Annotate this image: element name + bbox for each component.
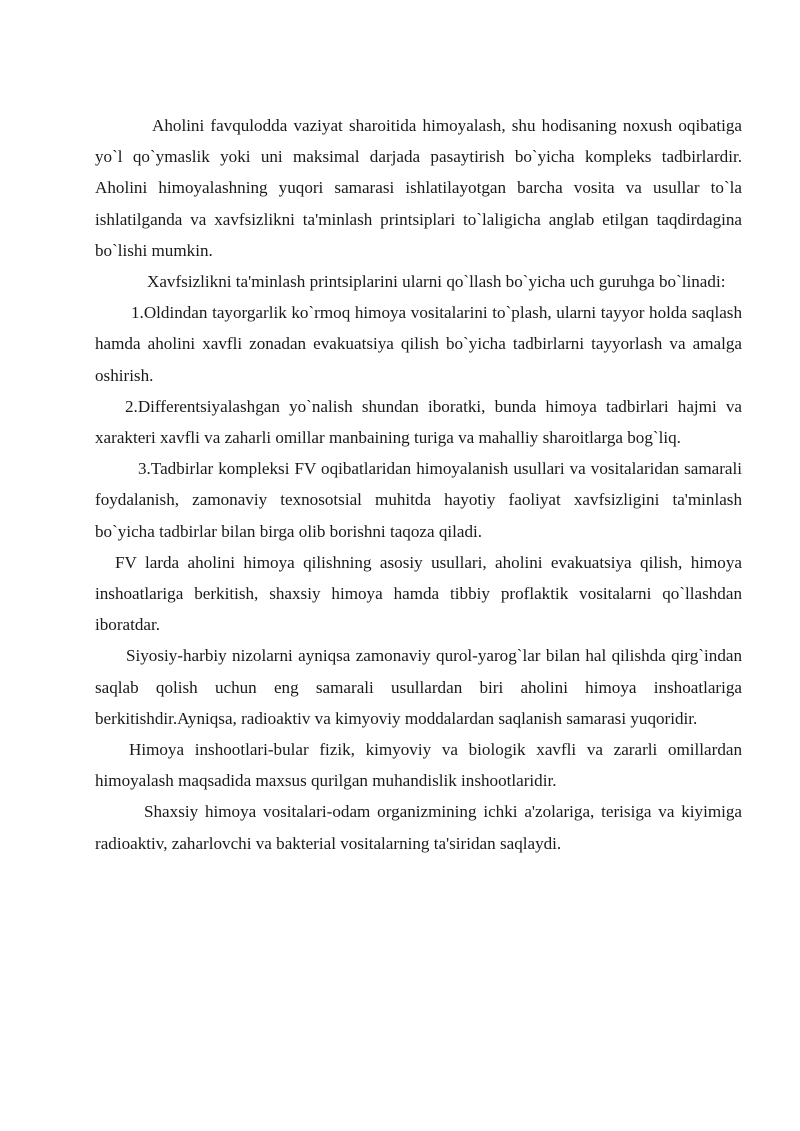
paragraph-personal-protection: Shaxsiy himoya vositalari-odam organizmining ichki a'zolariga, terisiga va kiyimiga radioaktiv, zaharlovchi va bakterial vositalarning ta'siridan saqlaydi. <box>95 802 742 853</box>
paragraph-shelters-effectiveness: Siyosiy-harbiy nizolarni ayniqsa zamonaviy qurol-yarog`lar bilan hal qilishda qirg`indan saqlab qolish uchun eng samarali usullardan biri aholini himoya inshoatlariga berkitishdir.Ayniqsa, radioaktiv va kimyoviy moddalardan saqlanish samarasi yuqoridir. <box>95 646 742 728</box>
document-body <box>95 110 742 859</box>
paragraph-principle-3: 3.Tadbirlar kompleksi FV oqibatlaridan himoyalanish usullari va vositalaridan samarali foydalanish, zamonaviy texnosotsial muhitda hayotiy faoliyat xavfsizligini ta'minlash bo`yicha tadbirlar bilan birga olib borishni taqoza qiladi. <box>95 459 742 541</box>
paragraph-civil-protection-definition: Aholini favqulodda vaziyat sharoitida himoyalash, shu hodisaning noxush oqibatiga yo`l qo`ymaslik yoki uni maksimal darjada pasaytirish bo`yicha kompleks tadbirlardir. Aholini himoyalashning yuqori samarasi ishlatilayotgan barcha vosita va usullar to`la ishlatilganda va xavfsizlikni ta'minlash printsiplari to`laligicha anglab etilgan taqdirdagina bo`lishi mumkin. <box>95 116 742 260</box>
paragraph-principle-2: 2.Differentsiyalashgan yo`nalish shundan iboratki, bunda himoya tadbirlari hajmi va xarakteri xavfli va zaharli omillar manbaining turiga va mahalliy sharoitlarga bog`liq. <box>95 396 742 448</box>
paragraph-protection-methods: FV larda aholini himoya qilishning asosiy usullari, aholini evakuatsiya qilish, himoya inshoatlariga berkitish, shaxsiy himoya hamda tibbiy proflaktik vositalarni qo`llashdan iboratdar. <box>95 552 742 635</box>
paragraph-protective-structures: Himoya inshootlari-bular fizik, kimyoviy va biologik xavfli va zararli omillardan himoyalash maqsadida maxsus qurilgan muhandislik inshootlaridir. <box>95 740 742 791</box>
paragraph-safety-principles-groups: Xavfsizlikni ta'minlash printsiplarini ularni qo`llash bo`yicha uch guruhga bo`linadi: <box>147 272 726 292</box>
paragraph-principle-1: 1.Oldindan tayorgarlik ko`rmoq himoya vositalarini to`plash, ularni tayyor holda saqlash hamda aholini xavfli zonadan evakuatsiya qilish bo`yicha tadbirlarni tayyorlash va amalga oshirish. <box>95 303 742 385</box>
